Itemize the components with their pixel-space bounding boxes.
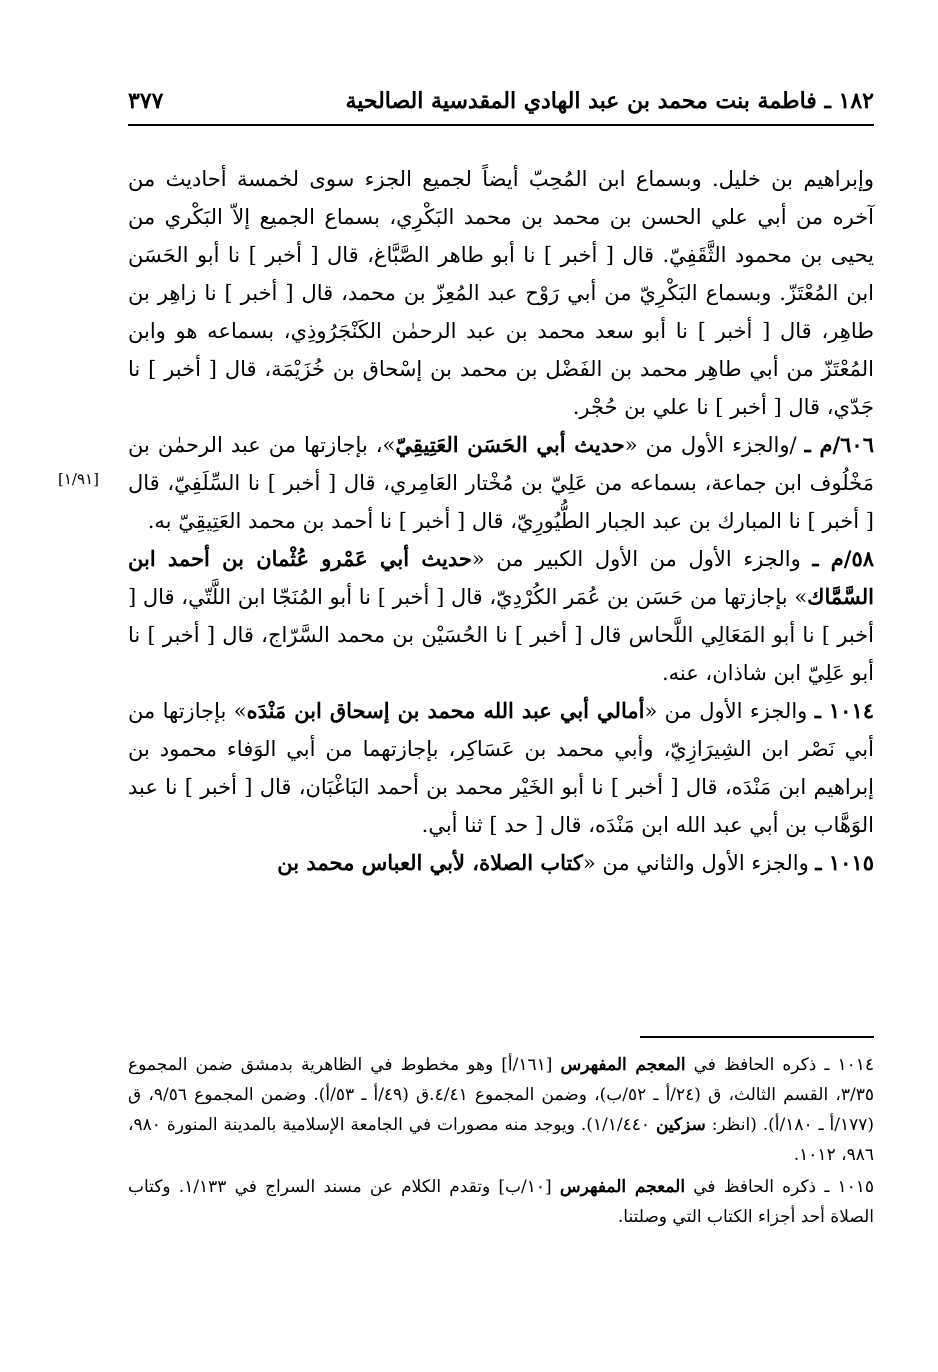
entry-1014 — [128, 692, 874, 844]
main-text — [128, 160, 874, 882]
footnote-text-pre: ذكره الحافظ في — [685, 1055, 817, 1075]
entry-number: ١٠١٥ ـ — [815, 850, 874, 875]
entry-title: كتاب الصلاة، لأبي العباس محمد بن — [277, 850, 583, 875]
entry-number: ٦٠٦/م ـ — [804, 432, 874, 457]
entry-606 — [128, 426, 874, 540]
footnote-author: سزكين — [655, 1115, 706, 1135]
footnote-text-pre: ذكره الحافظ في — [685, 1177, 817, 1197]
footnote-source-title: المعجم المفهرس — [559, 1177, 686, 1197]
running-title: ١٨٢ ـ فاطمة بنت محمد بن عبد الهادي المقدسية الصالحية — [345, 88, 874, 114]
footnote-text-mid: [١٦١/أ] وهو مخطوط في الظاهرية بدمشق ضمن المجموع ٣/٣٥، القسم الثالث، ق (٢٤/أ ـ ٥٢/ب)، وضمن المجموع ٤/٤١.ق (٤٩/أ ـ ٥٣/أ). وضمن المجموع ٩/٥٦، ق (١٧٧/أ ـ ١٨٠/أ). (انظر: — [128, 1055, 875, 1135]
entry-text-post: » بإجازتها من أبي نَصْر ابن الشِيرَازِيّ، وأبي محمد بن عَسَاكِر، بإجازتهما من أبي الوَفاء محمود بن إبراهيم ابن مَنْدَه، قال [ أخبر ] نا أبو الخَيْر محمد بن أحمد البَاغْبَان، قال [ أخبر ] نا عبد الوَهَّاب بن أبي عبد الله ابن مَنْدَه، قال [ حد ] ثنا أبي. — [128, 699, 874, 837]
footnote-number: ١٠١٥ ـ — [824, 1177, 874, 1197]
footnotes — [128, 1050, 874, 1234]
entry-number: ٥٨/م ـ — [812, 546, 874, 571]
entry-text-post: » بإجازتها من حَسَن بن عُمَر الكُرْدِيّ، قال [ أخبر ] نا أبو المُنَجّا ابن اللَّتّي، قال [ أخبر ] نا أبو المَعَالِي اللَّحاس قال [ أخبر ] نا الحُسَيْن بن محمد السَّرّاج، قال [ أخبر ] نا أبو عَلِيّ ابن شاذان، عنه. — [128, 585, 874, 685]
footnote-text-mid: [١٠/ب] وتقدم الكلام عن مسند السراج في ١/١٣٣. وكتاب الصلاة أحد أجزاء الكتاب التي وصلتنا. — [128, 1177, 874, 1227]
entry-text-post: »، بإجازتها من عبد الرحمٰن بن مَخْلُوف ابن جماعة، بسماعه من عَلِيّ بن مُخْتار العَامِري، قال [ أخبر ] نا السِّلَفِيّ، قال [ أخبر ] نا المبارك بن عبد الجبار الطُّيُورِيّ، قال [ أخبر ] نا أحمد بن محمد العَتِيقِيّ به. — [128, 433, 874, 533]
footnote-1015 — [128, 1172, 874, 1232]
entry-text-pre: والجزء الأول من الأول الكبير من « — [471, 547, 801, 571]
page-header — [128, 84, 874, 126]
entry-title: حديث أبي عَمْرو عُثْمان بن أحمد ابن السَّمَّاك — [128, 546, 874, 609]
entry-text-pre: والجزء الأول والثاني من « — [582, 851, 809, 875]
footnote-text-post: ١/١/٤٤٠). ويوجد منه مصورات في الجامعة الإسلامية بالمدينة المنورة ٩٨٠، ٩٨٦، ١٠١٢. — [128, 1115, 874, 1165]
paragraph-continuation: وإبراهيم بن خليل. وبسماع ابن المُحِبّ أيضاً لجميع الجزء سوى لخمسة أحاديث من آخره من أبي علي الحسن بن محمد بن محمد البَكْرِي، بسماع الجميع إلاّ البَكْري من يحيى بن محمود الثَّقَفِيّ. قال [ أخبر ] نا أبو طاهر الصَّبَّاغ، قال [ أخبر ] نا أبو الحَسَن ابن المُعْتَزّ. وبسماع البَكْرِيّ من أبي رَوْح عبد المُعِزّ بن محمد، قال [ أخبر ] نا زاهِر بن طاهِر، قال [ أخبر ] نا أبو سعد محمد بن عبد الرحمٰن الكَنْجَرُوذِي، بسماعه هو وابن المُعْتَزّ من أبي طاهِر محمد بن الفَضْل بن محمد بن إسْحاق بن خُزَيْمَة، قال [ أخبر ] نا جَدّي، قال [ أخبر ] نا علي بن حُجْر. — [128, 167, 874, 419]
entry-1015 — [128, 844, 874, 882]
margin-folio-note: [١/٩١] — [58, 470, 99, 488]
entry-number: ١٠١٤ ـ — [814, 698, 875, 723]
entry-title: أمالي أبي عبد الله محمد بن إسحاق ابن مَنْدَه — [246, 698, 645, 723]
page-number: ٣٧٧ — [128, 88, 164, 114]
entry-title: حديث أبي الحَسَن العَتِيقِيّ — [395, 432, 625, 457]
entry-58 — [128, 540, 874, 692]
entry-text-pre: /والجزء الأول من « — [624, 433, 797, 457]
footnote-source-title: المعجم المفهرس — [560, 1055, 686, 1075]
entry-text-pre: والجزء الأول من « — [644, 699, 808, 723]
footnote-number: ١٠١٤ ـ — [824, 1055, 875, 1075]
footnote-1014 — [128, 1050, 874, 1170]
footnote-divider — [640, 1036, 874, 1038]
